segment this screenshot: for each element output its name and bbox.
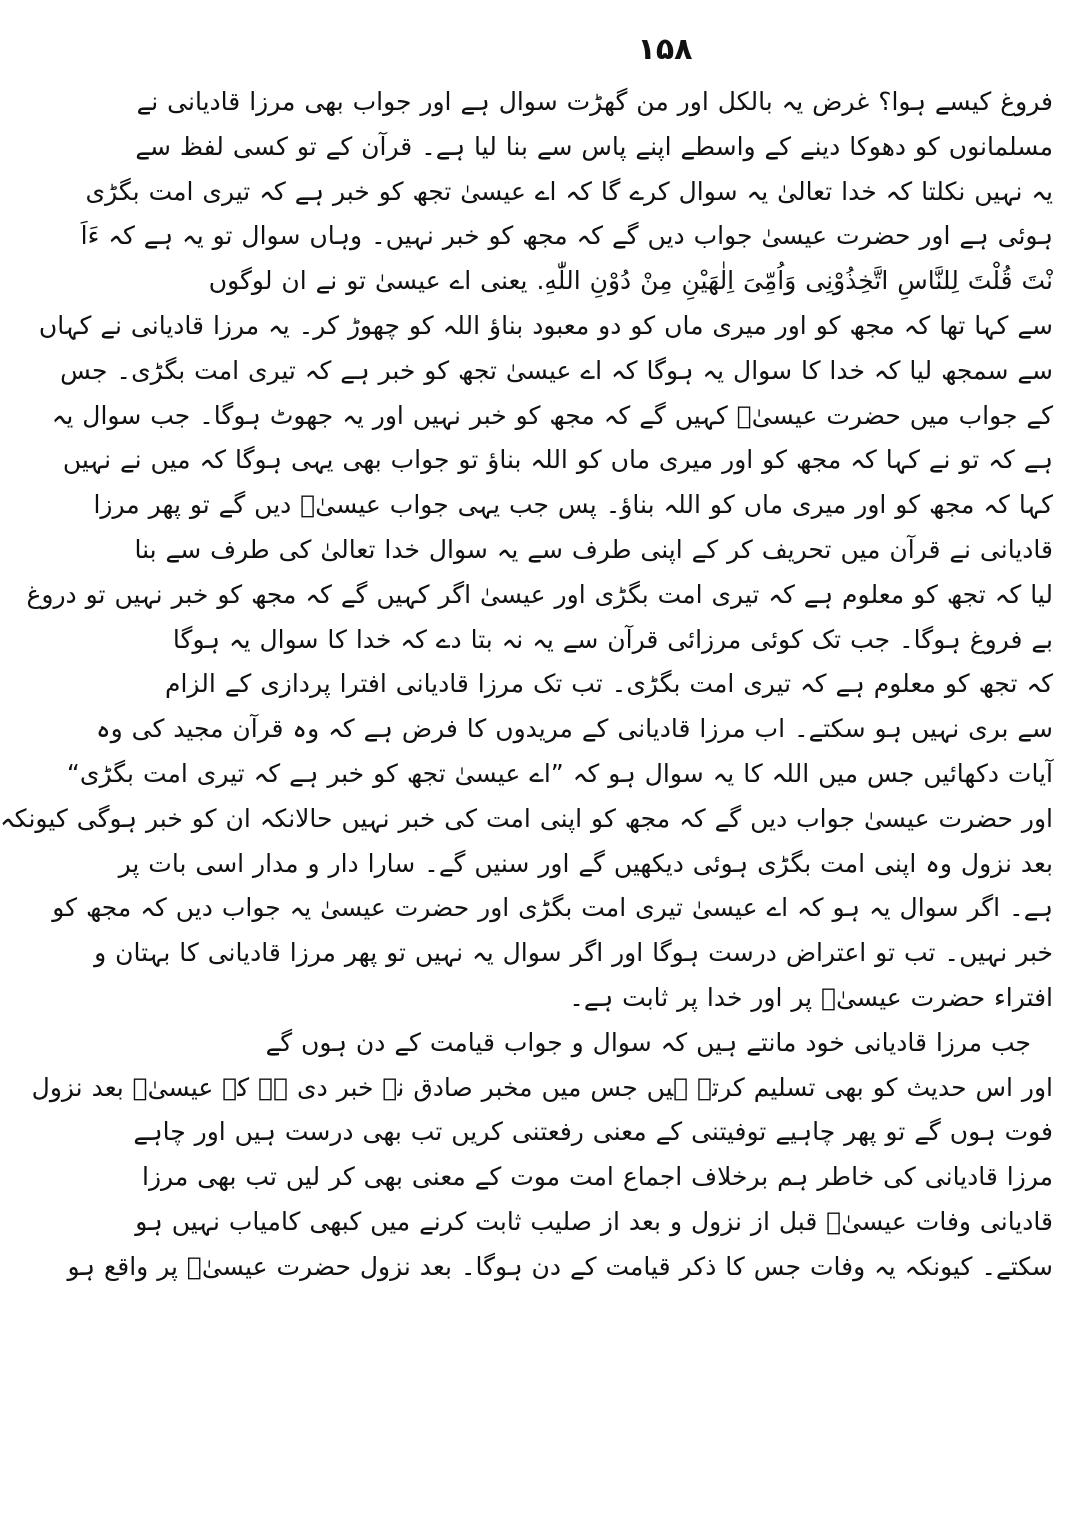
- quranic-verse-line: نْتَ قُلْتَ لِلنَّاسِ اتَّخِذُوْنِی وَاُمِّیَ اِلٰهَیْنِ مِنْ دُوْنِ اللّٰهِ. یعنی اے عیسیٰ تو نے ان لوگوں: [208, 266, 1053, 296]
- text-line: سکتے۔ کیونکہ یہ وفات جس کا ذکر قیامت کے دن ہوگا۔ بعد نزول حضرت عیسیٰؑ پر واقع ہو: [67, 1251, 1053, 1281]
- text-line: ہے۔ اگر سوال یہ ہو کہ اے عیسیٰ تیری امت بگڑی اور حضرت عیسیٰ یہ جواب دیں کہ مجھ کو: [52, 893, 1053, 923]
- text-line: خبر نہیں۔ تب تو اعتراض درست ہوگا اور اگر سوال یہ نہیں تو پھر مرزا قادیانی کا بہتان و: [94, 938, 1053, 968]
- text-line: فروغ کیسے ہوا؟ غرض یہ بالکل اور من گھڑت سوال ہے اور جواب بھی مرزا قادیانی نے: [136, 87, 1053, 116]
- text-line: سے کہا تھا کہ مجھ کو اور میری ماں کو دو معبود بناؤ اللہ کو چھوڑ کر۔ یہ مرزا قادیانی نے کہاں: [38, 310, 1053, 340]
- text-line: سے سمجھ لیا کہ خدا کا سوال یہ ہوگا کہ اے عیسیٰ تجھ کو خبر ہے کہ تیری امت بگڑی۔ جس: [60, 355, 1053, 385]
- paragraph-end-line: افتراء حضرت عیسیٰؑ پر اور خدا پر ثابت ہے۔: [569, 982, 1053, 1012]
- text-line: بے فروغ ہوگا۔ جب تک کوئی مرزائی قرآن سے یہ نہ بتا دے کہ خدا کا سوال یہ ہوگا: [172, 624, 1053, 654]
- page-text-body: [0, 80, 1053, 1290]
- text-line: یہ نہیں نکلتا کہ خدا تعالیٰ یہ سوال کرے گا کہ اے عیسیٰ تجھ کو خبر ہے کہ تیری امت بگڑی: [85, 176, 1053, 206]
- text-line: کہا کہ مجھ کو اور میری ماں کو اللہ بناؤ۔ پس جب یہی جواب عیسیٰؑ دیں گے تو پھر مرزا: [93, 490, 1053, 520]
- text-line: قادیانی وفات عیسیٰؑ قبل از نزول و بعد از صلیب ثابت کرنے میں کبھی کامیاب نہیں ہو: [135, 1206, 1053, 1236]
- text-line: آیات دکھائیں جس میں اللہ کا یہ سوال ہو کہ ”اے عیسیٰ تجھ کو خبر ہے کہ تیری امت بگڑی“: [66, 758, 1053, 788]
- text-line: سے بری نہیں ہو سکتے۔ اب مرزا قادیانی کے مریدوں کا فرض ہے کہ وہ قرآن مجید کی وہ: [95, 714, 1053, 744]
- text-line: کہ تجھ کو معلوم ہے کہ تیری امت بگڑی۔ تب تک مرزا قادیانی افترا پردازی کے الزام: [165, 669, 1053, 699]
- text-line: لیا کہ تجھ کو معلوم ہے کہ تیری امت بگڑی اور عیسیٰ اگر کہیں گے کہ مجھ کو خبر نہیں تو دروغ: [26, 579, 1053, 609]
- text-line: ہے کہ تو نے کہا کہ مجھ کو اور میری ماں کو اللہ بناؤ تو جواب بھی یہی ہوگا کہ میں نے نہیں: [62, 445, 1053, 475]
- text-line: مرزا قادیانی کی خاطر ہم برخلاف اجماع امت موت کے معنی بھی کر لیں تب بھی مرزا: [142, 1162, 1053, 1192]
- text-line: بعد نزول وہ اپنی امت بگڑی ہوئی دیکھیں گے اور سنیں گے۔ سارا دار و مدار اسی بات پر: [118, 848, 1053, 878]
- text-line: کے جواب میں حضرت عیسیٰؑ کہیں گے کہ مجھ کو خبر نہیں اور یہ جھوٹ ہوگا۔ جب سوال یہ: [51, 400, 1053, 430]
- text-line: فوت ہوں گے تو پھر چاہیے توفیتنی کے معنی رفعتنی کریں تب بھی درست ہیں اور چاہے: [133, 1117, 1053, 1147]
- page-number: ۱۵۸: [637, 32, 693, 67]
- paragraph-start-line: جب مرزا قادیانی خود مانتے ہیں کہ سوال و جواب قیامت کے دن ہوں گے: [265, 1027, 1031, 1057]
- text-line: قادیانی نے قرآن میں تحریف کر کے اپنی طرف سے یہ سوال خدا تعالیٰ کی طرف سے بنا: [134, 534, 1053, 564]
- text-line: ہوئی ہے اور حضرت عیسیٰ جواب دیں گے کہ مجھ کو خبر نہیں۔ وہاں سوال تو یہ ہے کہ ءَاَ: [80, 221, 1053, 251]
- text-line: اور اس حدیث کو بھی تسلیم کرتے ہیں جس میں مخبر صادق نے خبر دی ہے کہ عیسیٰؑ بعد نزول: [31, 1072, 1053, 1102]
- text-line: اور حضرت عیسیٰ جواب دیں گے کہ مجھ کو اپنی امت کی خبر نہیں حالانکہ ان کو خبر ہوگی کیونکہ: [0, 803, 1053, 833]
- text-line: مسلمانوں کو دھوکا دینے کے واسطے اپنے پاس سے بنا لیا ہے۔ قرآن کے تو کسی لفظ سے: [135, 131, 1053, 161]
